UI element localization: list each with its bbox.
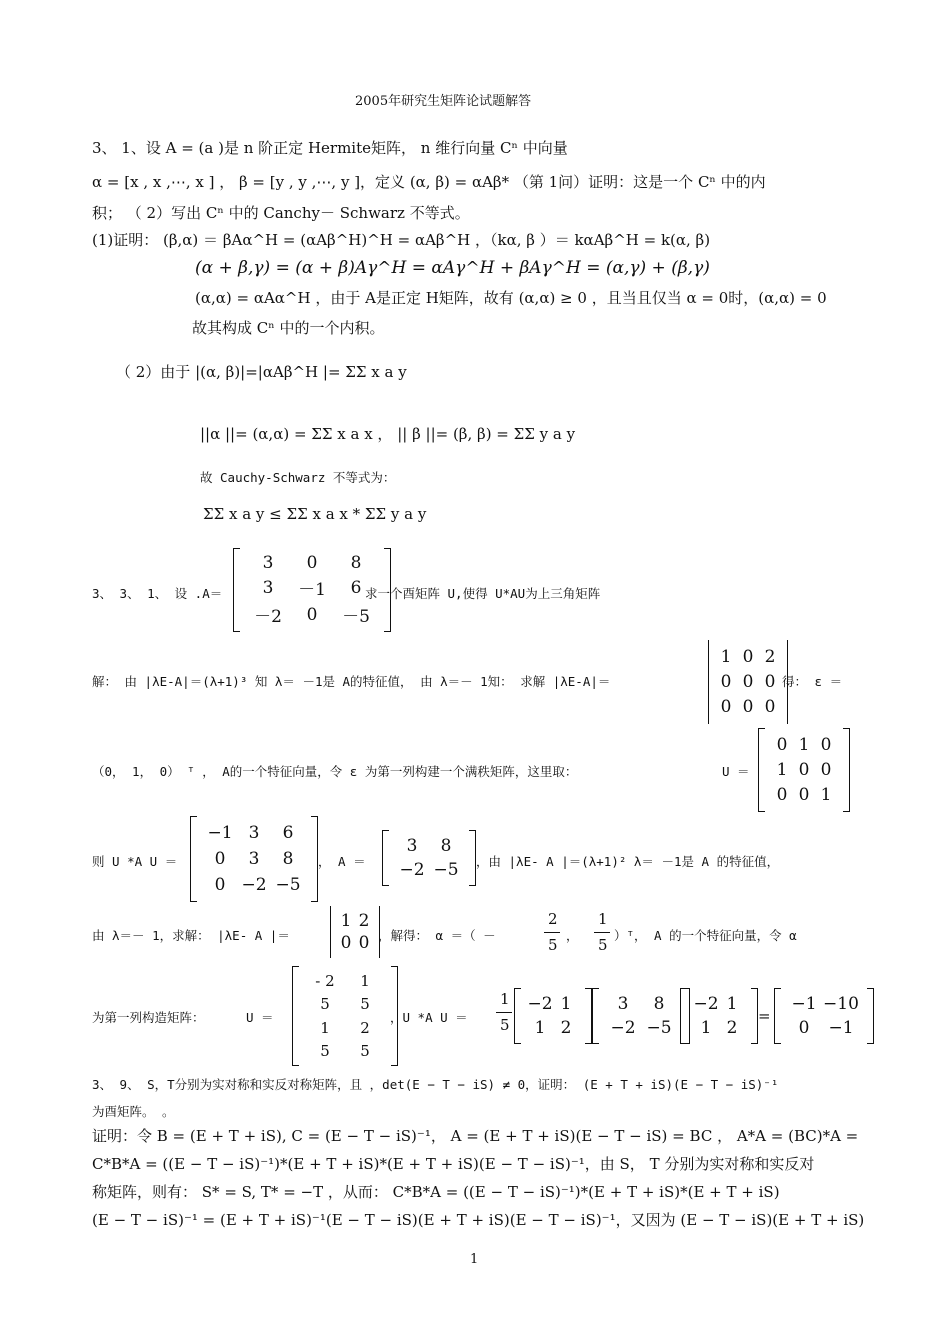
equals-sign: =: [758, 1007, 771, 1025]
matrix-cell: 0: [820, 734, 832, 755]
matrix-cell: 1: [820, 785, 832, 806]
matrix-cell: 5: [360, 995, 370, 1014]
matrix-cell: −2: [693, 994, 719, 1014]
matrix-cell: 1: [720, 646, 732, 667]
solution-1-line-2: (α + β,γ) = (α + β)Aγ^H = αAγ^H + βAγ^H = (α,γ) + (β,γ): [195, 258, 710, 278]
fraction-bar: [544, 932, 560, 933]
solution-2-line-3: 故 Cauchy-Schwarz 不等式为：: [200, 470, 396, 485]
matrix-cell: 0: [742, 697, 754, 718]
solution-1-line-4: 故其构成 Cⁿ 中的一个内积。: [192, 319, 385, 337]
solution-step-4d: ）ᵀ， A 的一个特征向量，令 α: [614, 928, 797, 943]
problem-3-line-5: 称矩阵，则有： S* = S, T* = −T ，从而： C*B*A = ((E − T − iS)⁻¹)*(E + T + iS)*(E + T + iS): [92, 1183, 780, 1201]
matrix-cell: −10: [823, 994, 859, 1014]
matrix-cell: 5: [320, 1042, 330, 1061]
page-number: 1: [470, 1252, 479, 1267]
matrix-cell: - 2: [315, 971, 335, 990]
matrix-cell: 2: [560, 1018, 572, 1038]
matrix-cell: 0: [720, 671, 732, 692]
matrix-cell: 0: [306, 604, 318, 625]
cauchy-schwarz-inequality: ΣΣ x a y ≤ ΣΣ x a x * ΣΣ y a y: [203, 505, 427, 523]
matrix-lambda-e-minus-a: [708, 640, 788, 724]
solution-2-line-2: ||α ||= (α,α) = ΣΣ x a x ， || β ||= (β, β) = ΣΣ y a y: [200, 425, 576, 443]
solution-1-line-1: (1)证明： (β,α) ＝ βAα^H = (αAβ^H)^H = αAβ^H ，（kα, β ）＝ kαAβ^H = k(α, β): [92, 231, 711, 249]
matrix-cell: 0: [764, 697, 776, 718]
matrix-u1-a-u1: [190, 816, 318, 902]
solution-step-3b: ， A ＝: [318, 854, 366, 869]
solution-step-1b: 得： ε ＝: [782, 674, 843, 689]
matrix-cell: 2: [358, 911, 370, 931]
problem-1-line-2: α = [x , x ,⋯, x ] ， β = [y , y ,⋯, y ]，定义 (α, β) = αAβ* （第 1问）证明：这是一个 Cⁿ 中的内: [92, 173, 766, 191]
matrix-cell: 3: [248, 823, 260, 843]
matrix-r: [680, 988, 758, 1044]
matrix-cell: －5: [342, 607, 370, 627]
matrix-cell: 1: [560, 994, 572, 1014]
fraction-numerator: 1: [598, 910, 608, 928]
matrix-cell: 3: [262, 553, 274, 573]
matrix-cell: 0: [820, 759, 832, 780]
solution-1-line-3: (α,α) = αAα^H ，由于 A是正定 H矩阵，故有 (α,α) ≥ 0 ，且当且仅当 α = 0时，(α,α) = 0: [195, 289, 827, 307]
solution-step-1a: 解： 由 |λE-A|＝(λ+1)³ 知 λ＝ －1是 A的特征值， 由 λ＝－ 1知： 求解 |λE-A|＝: [92, 674, 611, 689]
fraction-numerator: 2: [548, 910, 558, 928]
problem-2-line-1b: 求一个酉矩阵 U,使得 U*AU为上三角矩阵: [365, 586, 601, 601]
matrix-s: [774, 988, 874, 1044]
solution-step-3a: 则 U *A U ＝: [92, 854, 178, 869]
problem-2-line-1a: 3、 3、 1、 设 .A＝: [92, 586, 223, 601]
matrix-cell: −2: [241, 875, 267, 895]
matrix-cell: −5: [646, 1018, 672, 1038]
matrix-cell: 0: [340, 933, 352, 953]
matrix-cell: 1: [534, 1018, 546, 1038]
matrix-cell: 1: [340, 911, 352, 931]
matrix-cell: 3: [262, 577, 274, 598]
matrix-cell: 2: [360, 1018, 370, 1037]
solution-step-2a: （0， 1， 0） ᵀ ， A的一个特征向量，令 ε 为第一列构建一个满秩矩阵，这里取：: [92, 764, 578, 779]
problem-3-line-3: 证明：令 B = (E + T + iS), C = (E − T − iS)⁻¹， A = (E + T + iS)(E − T − iS) = BC ， A*A = (BC)*A =: [92, 1127, 859, 1145]
problem-3-line-6: (E − T − iS)⁻¹ = (E + T + iS)⁻¹(E − T − iS)(E + T + iS)(E − T − iS)⁻¹，又因为 (E − T − iS)(E + T + iS): [92, 1211, 865, 1229]
solution-step-5b: U ＝: [246, 1010, 274, 1025]
matrix-cell: 5: [360, 1042, 370, 1061]
matrix-cell: 0: [776, 785, 788, 806]
matrix-cell: −1: [828, 1018, 854, 1038]
matrix-cell: −2: [527, 994, 553, 1014]
matrix-cell: −5: [275, 875, 301, 895]
matrix-p: [514, 988, 592, 1044]
matrix-cell: －2: [254, 607, 282, 627]
solution-step-4c: ，: [566, 928, 579, 943]
matrix-cell: 1: [320, 1018, 330, 1037]
matrix-cell: 0: [798, 785, 810, 806]
matrix-cell: −5: [433, 860, 459, 880]
fraction-bar: [594, 932, 610, 933]
matrix-cell: 2: [726, 1018, 738, 1038]
matrix-cell: 3: [617, 994, 629, 1014]
fraction-denominator: 5: [548, 936, 558, 954]
fraction-numerator: 1: [500, 990, 510, 1008]
matrix-cell: 1: [360, 971, 370, 990]
matrix-cell: 0: [798, 759, 810, 780]
matrix-cell: 8: [653, 994, 665, 1014]
solution-step-2b: U ＝: [722, 764, 750, 779]
matrix-cell: 1: [776, 759, 788, 780]
matrix-cell: −2: [399, 860, 425, 880]
solution-step-3c: ，由 |λE- A |＝(λ+1)² λ＝ －1是 A 的特征值，: [476, 854, 780, 869]
problem-3-line-1: 3、 9、 S，T分别为实对称和实反对称矩阵，且 ，det(E − T − iS) ≠ 0，证明： (E + T + iS)(E − T − iS)⁻¹: [92, 1077, 779, 1092]
matrix-cell: 8: [350, 553, 362, 573]
problem-1-line-1: 3、 1、设 A = (a )是 n 阶正定 Hermite矩阵， n 维行向量 Cⁿ 中向量: [92, 139, 568, 157]
matrix-u2: [292, 966, 398, 1066]
problem-1-line-3: 积； （ 2）写出 Cⁿ 中的 Canchy－ Schwarz 不等式。: [92, 204, 470, 222]
matrix-cell: 0: [720, 697, 732, 718]
solution-step-4a: 由 λ＝－ 1，求解： |λE- A |＝: [92, 928, 290, 943]
matrix-cell: −1: [207, 823, 233, 843]
matrix-cell: 1: [700, 1018, 712, 1038]
matrix-cell: 8: [440, 836, 452, 856]
solution-step-5a: 为第一列构造矩阵：: [92, 1010, 205, 1025]
matrix-cell: 0: [798, 1018, 810, 1038]
solution-step-5c: ，U *A U ＝: [390, 1010, 468, 1025]
matrix-cell: 0: [776, 734, 788, 755]
fraction-bar: [496, 1012, 512, 1013]
matrix-cell: 0: [214, 875, 226, 895]
solution-2-line-1: （ 2）由于 |(α, β)|=|αAβ^H |= ΣΣ x a y: [116, 363, 407, 381]
matrix-cell: 0: [742, 671, 754, 692]
matrix-cell: －1: [298, 580, 326, 600]
problem-3-line-2: 为酉矩阵。 。: [92, 1104, 175, 1119]
problem-3-line-4: C*B*A = ((E − T − iS)⁻¹)*(E + T + iS)*(E + T + iS)(E − T − iS)⁻¹，由 S， T 分别为实对称和实反对: [92, 1155, 815, 1173]
solution-step-4b: ，解得： α ＝（ －: [378, 928, 496, 943]
fraction-denominator: 5: [598, 936, 608, 954]
matrix-cell: 3: [248, 849, 260, 869]
document-title: 2005年研究生矩阵论试题解答: [355, 94, 532, 109]
matrix-lambda-e-minus-a1: [330, 906, 380, 958]
matrix-cell: −2: [610, 1018, 636, 1038]
matrix-q: [592, 988, 690, 1044]
matrix-a1: [382, 830, 476, 886]
matrix-cell: 0: [214, 849, 226, 869]
matrix-cell: 1: [726, 994, 738, 1014]
matrix-cell: −1: [791, 994, 817, 1014]
matrix-cell: 8: [282, 849, 294, 869]
matrix-cell: 3: [406, 836, 418, 856]
matrix-cell: 1: [798, 734, 810, 755]
matrix-cell: 5: [320, 995, 330, 1014]
matrix-u1: [758, 728, 850, 812]
fraction-denominator: 5: [500, 1016, 510, 1034]
matrix-cell: 0: [764, 671, 776, 692]
matrix-cell: 0: [358, 933, 370, 953]
matrix-cell: 0: [306, 553, 318, 573]
matrix-cell: 6: [350, 577, 362, 598]
matrix-cell: 2: [764, 646, 776, 667]
matrix-cell: 6: [282, 823, 294, 843]
matrix-cell: 0: [742, 646, 754, 667]
